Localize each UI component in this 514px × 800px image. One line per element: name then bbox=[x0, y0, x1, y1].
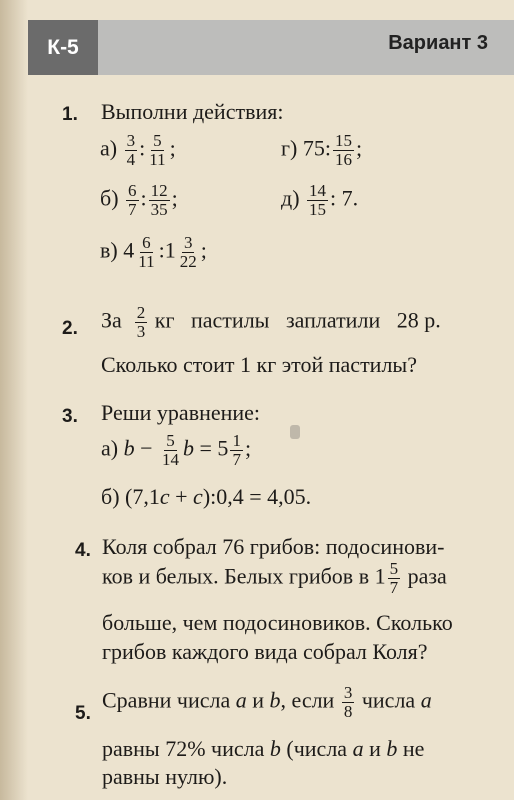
fraction: $\frac{1}{7}$ bbox=[232, 431, 241, 469]
item-label: а) bbox=[101, 435, 119, 461]
item-label: в) bbox=[100, 237, 118, 263]
fraction: $\frac{3}{8}$ bbox=[343, 683, 353, 721]
work-code: К-5 bbox=[28, 20, 98, 75]
problem-text-line2: ков и белых. Белых грибов в 1 $\frac{5}{7}$ раза bbox=[102, 559, 447, 597]
problem-text-line2: равны 72% числа b (числа a и b не bbox=[102, 736, 425, 761]
fraction: $\frac{2}{3}$ bbox=[136, 303, 146, 341]
problem-text-line4: грибов каждого вида собрал Коля? bbox=[102, 639, 428, 664]
item-d: д) $\frac{14}{15}$ : 7. bbox=[281, 181, 359, 219]
problem-text-line1: Коля собрал 76 грибов: подосинови- bbox=[102, 534, 445, 559]
fraction: $\frac{5}{14}$ bbox=[162, 431, 180, 469]
problem-number: 1. bbox=[62, 104, 78, 125]
problem-text: За $\frac{2}{3}$ кг пастилы заплатили 28 р. bbox=[101, 303, 441, 341]
variant-title: Вариант 3 bbox=[388, 32, 488, 54]
problem-text-line3: равны нулю). bbox=[102, 764, 228, 789]
problem-text-line3: больше, чем подосиновиков. Сколько bbox=[102, 610, 453, 635]
equation-a: а) b − $\frac{5}{14}$ b = 5 $\frac{1}{7}$ ; bbox=[101, 431, 252, 469]
fraction: $\frac{3}{4}$ bbox=[126, 131, 136, 169]
fraction: $\frac{15}{16}$ bbox=[334, 131, 352, 169]
fraction: $\frac{5}{11}$ bbox=[149, 131, 166, 169]
item-label: д) bbox=[281, 185, 300, 211]
fraction: $\frac{6}{7}$ bbox=[128, 181, 137, 219]
problem-number: 4. bbox=[75, 540, 91, 561]
item-b: б) $\frac{6}{7}$ : $\frac{12}{35}$ ; bbox=[100, 181, 178, 219]
fraction: $\frac{5}{7}$ bbox=[389, 559, 399, 597]
problem-number: 2. bbox=[62, 318, 78, 339]
problem-number: 5. bbox=[75, 703, 91, 724]
item-label: а) bbox=[100, 135, 118, 161]
page-mark bbox=[290, 425, 300, 439]
item-v: в) 4 $\frac{6}{11}$ :1 $\frac{3}{22}$ ; bbox=[100, 233, 207, 271]
equation-b: б) (7,1c + c):0,4 = 4,05. bbox=[101, 484, 312, 509]
fraction: $\frac{6}{11}$ bbox=[138, 233, 155, 271]
page-shadow bbox=[0, 0, 28, 800]
problem-text-line1: Сравни числа a и b, если $\frac{3}{8}$ числа a bbox=[102, 683, 432, 721]
item-g: г) 75: $\frac{15}{16}$ ; bbox=[281, 131, 363, 169]
item-label: б) bbox=[100, 185, 119, 211]
item-label: г) bbox=[281, 135, 298, 161]
problem-text: Выполни действия: bbox=[101, 99, 284, 124]
fraction: $\frac{3}{22}$ bbox=[179, 233, 197, 271]
problem-number: 3. bbox=[62, 406, 78, 427]
item-a: а) $\frac{3}{4}$ : $\frac{5}{11}$ ; bbox=[100, 131, 176, 169]
problem-text-line2: Сколько стоит 1 кг этой пастилы? bbox=[101, 352, 417, 377]
fraction: $\frac{14}{15}$ bbox=[309, 181, 327, 219]
fraction: $\frac{12}{35}$ bbox=[150, 181, 168, 219]
problem-text: Реши уравнение: bbox=[101, 400, 261, 425]
